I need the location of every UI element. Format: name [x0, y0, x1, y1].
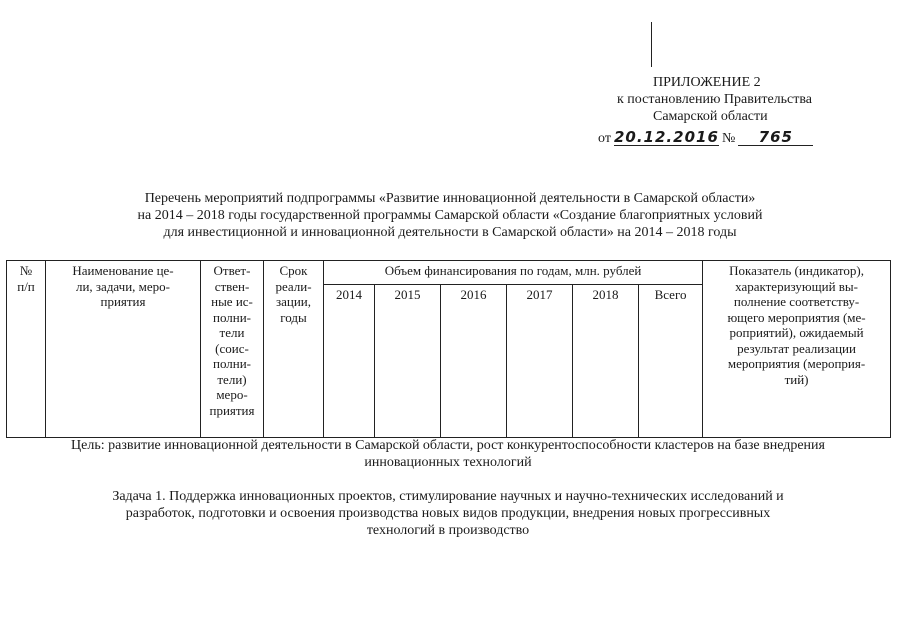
- header-year-2016: 2016: [441, 285, 507, 438]
- margin-rule: [651, 22, 652, 67]
- header-year-2015: 2015: [375, 285, 441, 438]
- header-number: № п/п: [7, 261, 46, 438]
- handwritten-number: 765: [738, 129, 813, 146]
- header-term: Срок реали- зации, годы: [264, 261, 324, 438]
- header-year-2018: 2018: [573, 285, 639, 438]
- header-year-2017: 2017: [507, 285, 573, 438]
- document-heading: [60, 190, 840, 241]
- header-funding: Объем финансирования по годам, млн. рублей: [324, 261, 703, 285]
- appendix-date-line: [598, 129, 813, 147]
- task-line-2: разработок, подготовки и освоения производства новых видов продукции, внедрения новых прогрессивных: [125, 506, 771, 521]
- task-text: [6, 488, 890, 539]
- heading-line-3: для инвестиционной и инновационной деятельности в Самарской области» на 2014 – 2018 годы: [163, 225, 737, 240]
- heading-line-2: на 2014 – 2018 годы государственной программы Самарской области «Создание благоприятных условий: [137, 208, 763, 223]
- handwritten-date: 20.12.2016: [613, 128, 719, 146]
- number-label: №: [721, 131, 736, 146]
- date-label: от: [598, 131, 611, 146]
- header-total: Всего: [639, 285, 703, 438]
- appendix-region-line: Самарской области: [653, 109, 768, 124]
- goal-line-2: инновационных технологий: [364, 455, 532, 470]
- task-line-1: Задача 1. Поддержка инновационных проектов, стимулирование научных и научно-технических исследований и: [112, 489, 784, 504]
- appendix-title: ПРИЛОЖЕНИЕ 2: [653, 75, 761, 90]
- goal-line-1: Цель: развитие инновационной деятельности в Самарской области, рост конкурентоспособности кластеров на базе внедрения: [71, 438, 825, 453]
- header-name: Наименование це- ли, задачи, меро- приятия: [46, 261, 201, 438]
- measures-table: [6, 260, 891, 438]
- header-responsible: Ответ- ствен- ные ис- полни- тели (соис- полни- тели) меро- приятия: [201, 261, 264, 438]
- goal-text: [6, 437, 890, 471]
- appendix-resolution-line: к постановлению Правительства: [617, 92, 813, 107]
- header-indicator: Показатель (индикатор), характеризующий вы- полнение соответству- ющего мероприятия (ме- роприятий), ожидаемый результат реализации мероприятия (мероприя- тий): [703, 261, 891, 438]
- heading-line-1: Перечень мероприятий подпрограммы «Развитие инновационной деятельности в Самарской области»: [144, 191, 756, 206]
- header-year-2014: 2014: [324, 285, 375, 438]
- task-line-3: технологий в производство: [366, 523, 530, 538]
